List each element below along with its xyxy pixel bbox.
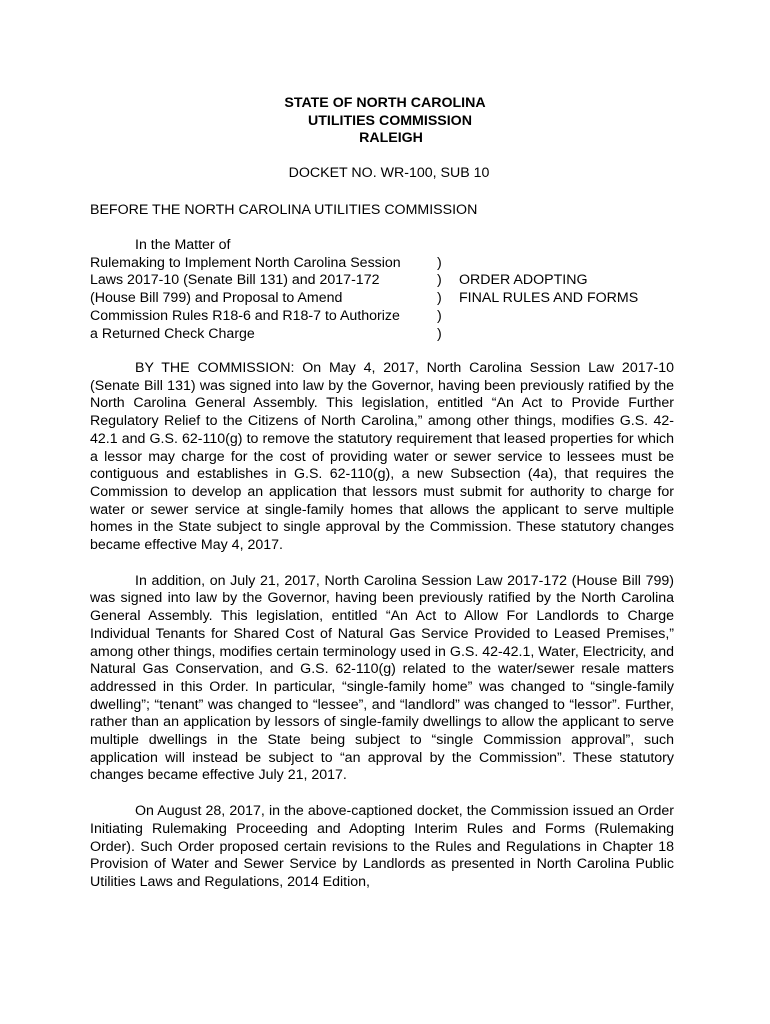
body-paragraph: On August 28, 2017, in the above-captioned docket, the Commission issued an Order Initiating Rulemaking Proceeding and Adopting Interim Rules and Forms (Rulemaking Order). Such Order proposed certain revisions to the Rules and Regulations in Chapter 18 Provision of Water and Sewer Service by Landlords as presented in North Carolina Public Utilities Laws and Regulations, 2014 Edition, bbox=[90, 803, 674, 890]
docket-number: DOCKET NO. WR-100, SUB 10 bbox=[288, 165, 490, 181]
matter-line: Commission Rules R18-6 and R18-7 to Authorize bbox=[90, 307, 400, 324]
case-caption bbox=[90, 237, 670, 347]
order-body bbox=[90, 360, 674, 910]
caption-paren: ) bbox=[437, 272, 442, 289]
matter-line: In the Matter of bbox=[135, 237, 231, 253]
header-state: STATE OF NORTH CAROLINA bbox=[284, 95, 486, 111]
caption-paren: ) bbox=[437, 290, 442, 307]
matter-line: a Returned Check Charge bbox=[90, 325, 255, 342]
caption-paren: ) bbox=[437, 307, 442, 324]
matter-line: (House Bill 799) and Proposal to Amend bbox=[90, 290, 343, 307]
matter-line: Rulemaking to Implement North Carolina Session bbox=[90, 254, 401, 271]
caption-paren: ) bbox=[437, 254, 442, 271]
body-paragraph: In addition, on July 21, 2017, North Carolina Session Law 2017-172 (House Bill 799) was signed into law by the Governor, having been previously ratified by the North Carolina General Assembly. This legislation, entitled “An Act to Allow For Landlords to Charge Individual Tenants for Shared Cost of Natural Gas Service Provided to Leased Premises,” among other things, modifies certain terminology used in G.S. 42-42.1, Water, Electricity, and Natural Gas Conservation, and G.S. 62-110(g) related to the water/sewer resale matters addressed in this Order. In particular, “single-family home” was changed to “single-family dwelling”; “tenant” was changed to “lessee”, and “landlord” was changed to “lessor”. Further, rather than an application by lessors of single-family dwellings to allow the applicant to serve multiple dwellings in the State being subject to “single Commission approval”, such application will instead be subject to “an approval by the Commission”. These statutory changes became effective July 21, 2017. bbox=[90, 572, 674, 784]
order-title-line: ORDER ADOPTING bbox=[459, 272, 588, 289]
body-paragraph: BY THE COMMISSION: On May 4, 2017, North Carolina Session Law 2017-10 (Senate Bill 131) was signed into law by the Governor, having been previously ratified by the North Carolina General Assembly. This legislation, entitled “An Act to Provide Further Regulatory Relief to the Citizens of North Carolina,” among other things, modifies G.S. 42-42.1 and G.S. 62-110(g) to remove the statutory requirement that leased properties for which a lessor may charge for the cost of providing water or sewer service to lessees must be contiguous and establishes in G.S. 62-110(g), a new Subsection (4a), that requires the Commission to develop an application that lessors must submit for authority to charge for water or sewer service at single-family homes that allows the applicant to serve multiple homes in the State subject to single approval by the Commission. These statutory changes became effective May 4, 2017. bbox=[90, 360, 674, 554]
header-city: RALEIGH bbox=[359, 130, 423, 147]
order-title bbox=[459, 272, 638, 307]
document-header bbox=[0, 95, 770, 148]
caption-paren: ) bbox=[437, 325, 442, 342]
before-commission-line: BEFORE THE NORTH CAROLINA UTILITIES COMMISSION bbox=[90, 202, 478, 218]
caption-parentheses bbox=[437, 255, 442, 344]
header-commission: UTILITIES COMMISSION bbox=[308, 112, 472, 129]
matter-description bbox=[90, 237, 435, 343]
order-title-line: FINAL RULES AND FORMS bbox=[459, 290, 639, 307]
matter-line: Laws 2017-10 (Senate Bill 131) and 2017-172 bbox=[90, 272, 380, 289]
